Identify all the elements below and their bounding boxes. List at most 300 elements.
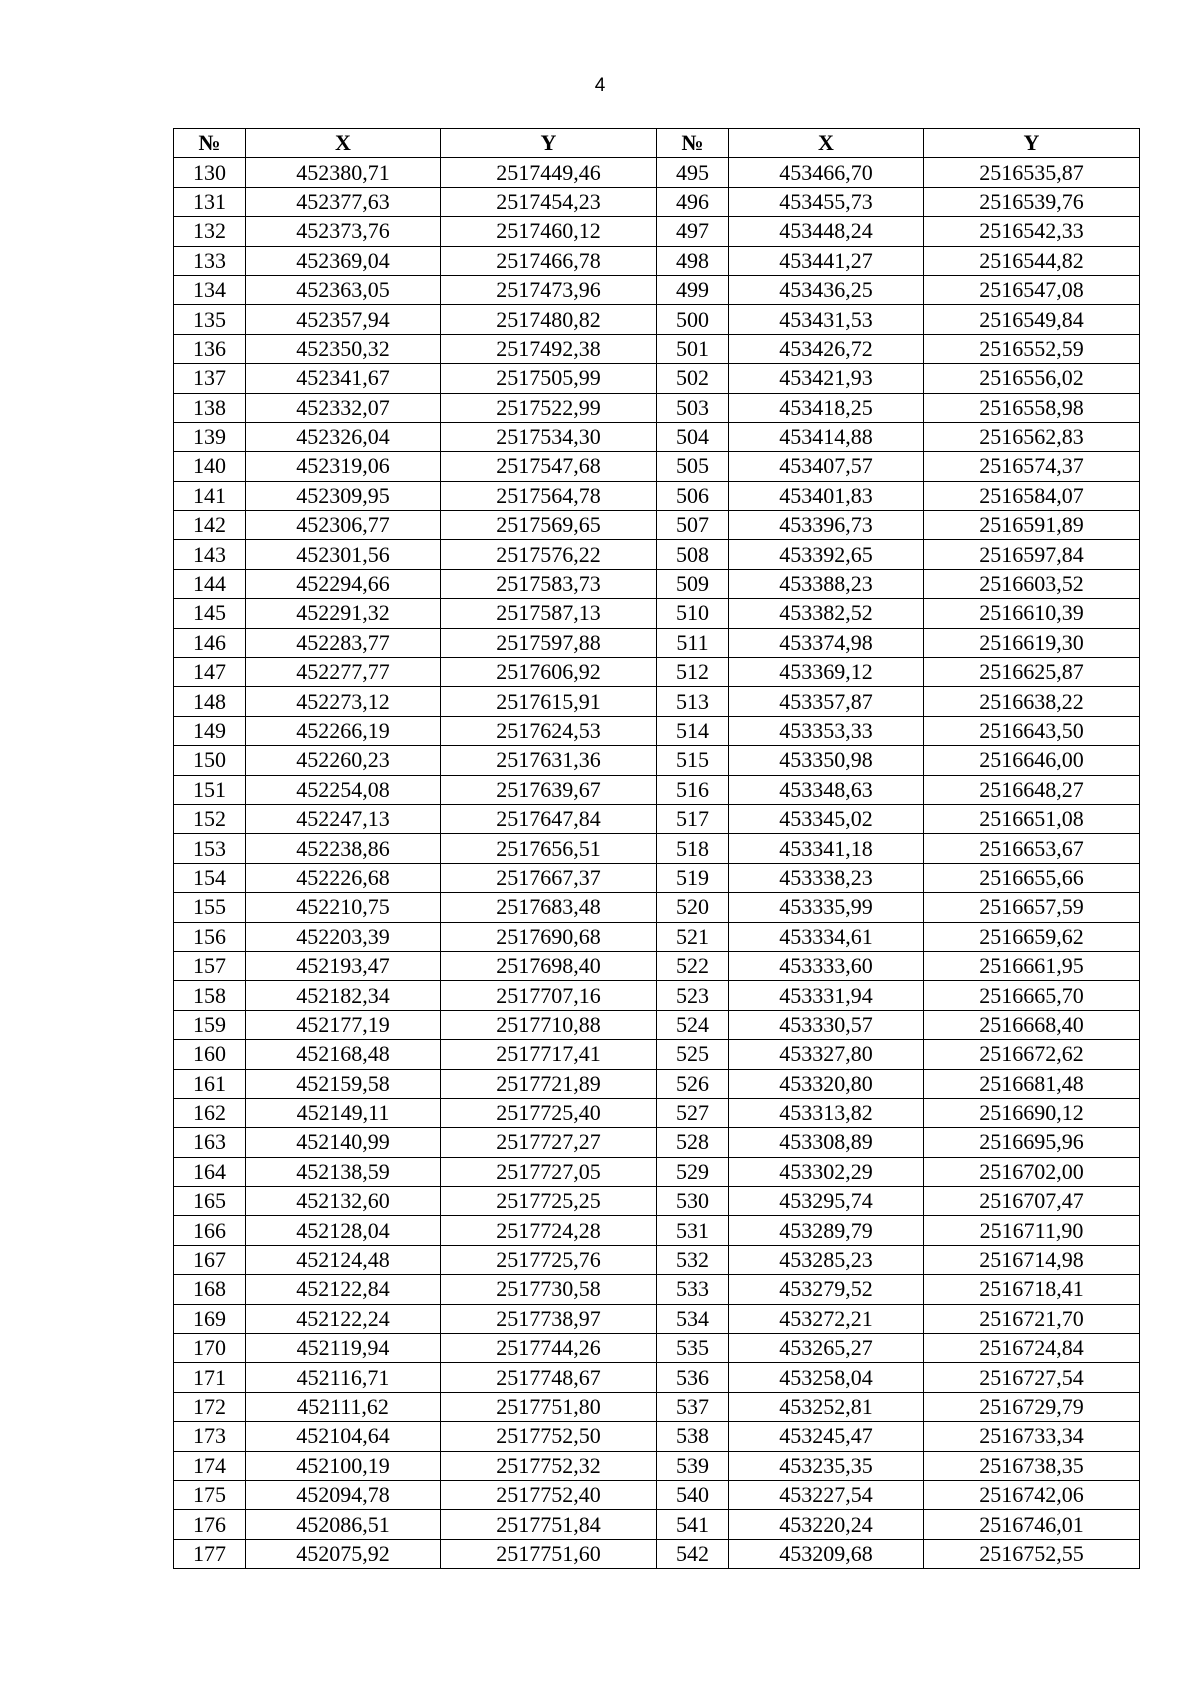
y-coordinate-right: 2516648,27 <box>924 775 1140 804</box>
y-coordinate-left: 2517730,58 <box>441 1275 657 1304</box>
point-number-left: 168 <box>174 1275 246 1304</box>
y-coordinate-left: 2517725,25 <box>441 1187 657 1216</box>
y-coordinate-right: 2516562,83 <box>924 422 1140 451</box>
table-row <box>174 187 1140 216</box>
x-coordinate-left: 452226,68 <box>246 863 441 892</box>
table-row <box>174 893 1140 922</box>
y-coordinate-right: 2516724,84 <box>924 1334 1140 1363</box>
y-coordinate-left: 2517683,48 <box>441 893 657 922</box>
y-coordinate-right: 2516591,89 <box>924 511 1140 540</box>
x-coordinate-right: 453320,80 <box>729 1069 924 1098</box>
point-number-left: 171 <box>174 1363 246 1392</box>
x-coordinate-right: 453341,18 <box>729 834 924 863</box>
point-number-right: 502 <box>657 364 729 393</box>
y-coordinate-right: 2516702,00 <box>924 1157 1140 1186</box>
point-number-right: 513 <box>657 687 729 716</box>
y-coordinate-left: 2517721,89 <box>441 1069 657 1098</box>
table-row <box>174 1510 1140 1539</box>
x-coordinate-left: 452122,84 <box>246 1275 441 1304</box>
x-coordinate-right: 453330,57 <box>729 1010 924 1039</box>
y-coordinate-left: 2517547,68 <box>441 452 657 481</box>
table-row <box>174 334 1140 363</box>
table-row <box>174 1128 1140 1157</box>
x-coordinate-right: 453431,53 <box>729 305 924 334</box>
y-coordinate-left: 2517707,16 <box>441 981 657 1010</box>
y-coordinate-left: 2517727,27 <box>441 1128 657 1157</box>
y-coordinate-right: 2516665,70 <box>924 981 1140 1010</box>
y-coordinate-right: 2516742,06 <box>924 1480 1140 1509</box>
point-number-left: 167 <box>174 1245 246 1274</box>
x-coordinate-right: 453374,98 <box>729 628 924 657</box>
point-number-left: 177 <box>174 1539 246 1568</box>
y-coordinate-left: 2517690,68 <box>441 922 657 951</box>
table-row <box>174 1422 1140 1451</box>
y-coordinate-left: 2517505,99 <box>441 364 657 393</box>
point-number-right: 541 <box>657 1510 729 1539</box>
point-number-right: 501 <box>657 334 729 363</box>
point-number-right: 537 <box>657 1392 729 1421</box>
table-row <box>174 364 1140 393</box>
point-number-left: 154 <box>174 863 246 892</box>
point-number-left: 163 <box>174 1128 246 1157</box>
y-coordinate-right: 2516558,98 <box>924 393 1140 422</box>
y-coordinate-left: 2517725,76 <box>441 1245 657 1274</box>
point-number-left: 145 <box>174 599 246 628</box>
table-row <box>174 658 1140 687</box>
y-coordinate-right: 2516643,50 <box>924 716 1140 745</box>
y-coordinate-left: 2517738,97 <box>441 1304 657 1333</box>
point-number-right: 527 <box>657 1098 729 1127</box>
x-coordinate-left: 452122,24 <box>246 1304 441 1333</box>
y-coordinate-left: 2517522,99 <box>441 393 657 422</box>
x-coordinate-right: 453265,27 <box>729 1334 924 1363</box>
y-coordinate-left: 2517710,88 <box>441 1010 657 1039</box>
y-coordinate-right: 2516544,82 <box>924 246 1140 275</box>
x-coordinate-left: 452247,13 <box>246 804 441 833</box>
y-coordinate-right: 2516597,84 <box>924 540 1140 569</box>
x-coordinate-right: 453401,83 <box>729 481 924 510</box>
table-row <box>174 746 1140 775</box>
y-coordinate-right: 2516738,35 <box>924 1451 1140 1480</box>
x-coordinate-right: 453392,65 <box>729 540 924 569</box>
table-header-row <box>174 129 1140 158</box>
y-coordinate-left: 2517576,22 <box>441 540 657 569</box>
x-coordinate-right: 453279,52 <box>729 1275 924 1304</box>
x-coordinate-right: 453350,98 <box>729 746 924 775</box>
page-number: 4 <box>594 75 606 96</box>
x-coordinate-left: 452210,75 <box>246 893 441 922</box>
point-number-left: 148 <box>174 687 246 716</box>
point-number-right: 532 <box>657 1245 729 1274</box>
y-coordinate-left: 2517698,40 <box>441 951 657 980</box>
coordinates-table <box>173 128 1140 1569</box>
x-coordinate-left: 452266,19 <box>246 716 441 745</box>
point-number-left: 132 <box>174 217 246 246</box>
point-number-right: 525 <box>657 1040 729 1069</box>
x-coordinate-right: 453331,94 <box>729 981 924 1010</box>
point-number-right: 503 <box>657 393 729 422</box>
y-coordinate-right: 2516584,07 <box>924 481 1140 510</box>
point-number-left: 157 <box>174 951 246 980</box>
x-coordinate-right: 453396,73 <box>729 511 924 540</box>
point-number-right: 499 <box>657 275 729 304</box>
y-coordinate-right: 2516653,67 <box>924 834 1140 863</box>
y-coordinate-right: 2516718,41 <box>924 1275 1140 1304</box>
point-number-right: 528 <box>657 1128 729 1157</box>
x-coordinate-right: 453313,82 <box>729 1098 924 1127</box>
y-coordinate-left: 2517724,28 <box>441 1216 657 1245</box>
point-number-left: 147 <box>174 658 246 687</box>
y-coordinate-left: 2517587,13 <box>441 599 657 628</box>
point-number-left: 174 <box>174 1451 246 1480</box>
point-number-right: 519 <box>657 863 729 892</box>
point-number-left: 136 <box>174 334 246 363</box>
point-number-right: 536 <box>657 1363 729 1392</box>
point-number-left: 151 <box>174 775 246 804</box>
x-coordinate-left: 452119,94 <box>246 1334 441 1363</box>
y-coordinate-right: 2516657,59 <box>924 893 1140 922</box>
point-number-left: 170 <box>174 1334 246 1363</box>
y-coordinate-left: 2517725,40 <box>441 1098 657 1127</box>
x-coordinate-right: 453245,47 <box>729 1422 924 1451</box>
y-coordinate-left: 2517748,67 <box>441 1363 657 1392</box>
table-row <box>174 1245 1140 1274</box>
y-coordinate-left: 2517752,32 <box>441 1451 657 1480</box>
table-row <box>174 452 1140 481</box>
point-number-left: 152 <box>174 804 246 833</box>
table-row <box>174 863 1140 892</box>
point-number-left: 155 <box>174 893 246 922</box>
y-coordinate-left: 2517449,46 <box>441 158 657 187</box>
y-coordinate-right: 2516733,34 <box>924 1422 1140 1451</box>
point-number-left: 139 <box>174 422 246 451</box>
y-coordinate-right: 2516695,96 <box>924 1128 1140 1157</box>
x-coordinate-right: 453252,81 <box>729 1392 924 1421</box>
x-coordinate-left: 452380,71 <box>246 158 441 187</box>
point-number-right: 508 <box>657 540 729 569</box>
y-coordinate-right: 2516535,87 <box>924 158 1140 187</box>
x-coordinate-left: 452357,94 <box>246 305 441 334</box>
x-coordinate-left: 452149,11 <box>246 1098 441 1127</box>
x-coordinate-right: 453235,35 <box>729 1451 924 1480</box>
x-coordinate-left: 452377,63 <box>246 187 441 216</box>
point-number-left: 166 <box>174 1216 246 1245</box>
point-number-right: 538 <box>657 1422 729 1451</box>
x-coordinate-left: 452341,67 <box>246 364 441 393</box>
point-number-right: 509 <box>657 569 729 598</box>
header-number-right: № <box>657 129 729 158</box>
table-row <box>174 393 1140 422</box>
point-number-right: 530 <box>657 1187 729 1216</box>
y-coordinate-left: 2517717,41 <box>441 1040 657 1069</box>
x-coordinate-left: 452301,56 <box>246 540 441 569</box>
point-number-right: 498 <box>657 246 729 275</box>
x-coordinate-left: 452124,48 <box>246 1245 441 1274</box>
point-number-right: 514 <box>657 716 729 745</box>
header-x-left: X <box>246 129 441 158</box>
point-number-left: 161 <box>174 1069 246 1098</box>
y-coordinate-right: 2516603,52 <box>924 569 1140 598</box>
point-number-right: 529 <box>657 1157 729 1186</box>
x-coordinate-left: 452273,12 <box>246 687 441 716</box>
point-number-left: 133 <box>174 246 246 275</box>
y-coordinate-left: 2517569,65 <box>441 511 657 540</box>
point-number-right: 521 <box>657 922 729 951</box>
x-coordinate-right: 453327,80 <box>729 1040 924 1069</box>
table-row <box>174 1157 1140 1186</box>
table-row <box>174 1304 1140 1333</box>
x-coordinate-left: 452319,06 <box>246 452 441 481</box>
point-number-left: 164 <box>174 1157 246 1186</box>
x-coordinate-right: 453441,27 <box>729 246 924 275</box>
y-coordinate-left: 2517667,37 <box>441 863 657 892</box>
x-coordinate-right: 453426,72 <box>729 334 924 363</box>
x-coordinate-left: 452254,08 <box>246 775 441 804</box>
y-coordinate-right: 2516714,98 <box>924 1245 1140 1274</box>
point-number-right: 505 <box>657 452 729 481</box>
x-coordinate-right: 453220,24 <box>729 1510 924 1539</box>
x-coordinate-right: 453334,61 <box>729 922 924 951</box>
point-number-left: 138 <box>174 393 246 422</box>
x-coordinate-right: 453466,70 <box>729 158 924 187</box>
point-number-right: 517 <box>657 804 729 833</box>
table-row <box>174 599 1140 628</box>
point-number-right: 495 <box>657 158 729 187</box>
y-coordinate-left: 2517744,26 <box>441 1334 657 1363</box>
y-coordinate-left: 2517727,05 <box>441 1157 657 1186</box>
header-number-left: № <box>174 129 246 158</box>
point-number-right: 500 <box>657 305 729 334</box>
y-coordinate-right: 2516721,70 <box>924 1304 1140 1333</box>
point-number-left: 137 <box>174 364 246 393</box>
x-coordinate-left: 452104,64 <box>246 1422 441 1451</box>
point-number-right: 531 <box>657 1216 729 1245</box>
x-coordinate-right: 453289,79 <box>729 1216 924 1245</box>
x-coordinate-right: 453302,29 <box>729 1157 924 1186</box>
y-coordinate-right: 2516655,66 <box>924 863 1140 892</box>
y-coordinate-right: 2516539,76 <box>924 187 1140 216</box>
y-coordinate-left: 2517583,73 <box>441 569 657 598</box>
x-coordinate-left: 452238,86 <box>246 834 441 863</box>
y-coordinate-left: 2517624,53 <box>441 716 657 745</box>
x-coordinate-right: 453418,25 <box>729 393 924 422</box>
table-row <box>174 834 1140 863</box>
point-number-left: 175 <box>174 1480 246 1509</box>
table-row <box>174 511 1140 540</box>
x-coordinate-right: 453272,21 <box>729 1304 924 1333</box>
point-number-left: 156 <box>174 922 246 951</box>
point-number-right: 510 <box>657 599 729 628</box>
y-coordinate-left: 2517751,84 <box>441 1510 657 1539</box>
point-number-left: 165 <box>174 1187 246 1216</box>
table-row <box>174 1275 1140 1304</box>
y-coordinate-right: 2516646,00 <box>924 746 1140 775</box>
point-number-right: 539 <box>657 1451 729 1480</box>
point-number-right: 507 <box>657 511 729 540</box>
point-number-left: 143 <box>174 540 246 569</box>
header-y-left: Y <box>441 129 657 158</box>
x-coordinate-left: 452193,47 <box>246 951 441 980</box>
x-coordinate-left: 452100,19 <box>246 1451 441 1480</box>
x-coordinate-left: 452168,48 <box>246 1040 441 1069</box>
point-number-right: 496 <box>657 187 729 216</box>
x-coordinate-left: 452177,19 <box>246 1010 441 1039</box>
x-coordinate-right: 453369,12 <box>729 658 924 687</box>
point-number-left: 162 <box>174 1098 246 1127</box>
point-number-right: 522 <box>657 951 729 980</box>
header-y-right: Y <box>924 129 1140 158</box>
table-row <box>174 246 1140 275</box>
table-row <box>174 1451 1140 1480</box>
x-coordinate-left: 452182,34 <box>246 981 441 1010</box>
x-coordinate-left: 452140,99 <box>246 1128 441 1157</box>
x-coordinate-right: 453335,99 <box>729 893 924 922</box>
x-coordinate-right: 453258,04 <box>729 1363 924 1392</box>
point-number-right: 516 <box>657 775 729 804</box>
y-coordinate-right: 2516659,62 <box>924 922 1140 951</box>
point-number-right: 523 <box>657 981 729 1010</box>
point-number-right: 524 <box>657 1010 729 1039</box>
point-number-left: 135 <box>174 305 246 334</box>
table-row <box>174 687 1140 716</box>
x-coordinate-right: 453414,88 <box>729 422 924 451</box>
x-coordinate-left: 452116,71 <box>246 1363 441 1392</box>
x-coordinate-left: 452132,60 <box>246 1187 441 1216</box>
x-coordinate-left: 452128,04 <box>246 1216 441 1245</box>
x-coordinate-left: 452309,95 <box>246 481 441 510</box>
point-number-right: 506 <box>657 481 729 510</box>
table-row <box>174 422 1140 451</box>
point-number-left: 141 <box>174 481 246 510</box>
y-coordinate-left: 2517615,91 <box>441 687 657 716</box>
x-coordinate-left: 452326,04 <box>246 422 441 451</box>
point-number-left: 153 <box>174 834 246 863</box>
y-coordinate-left: 2517656,51 <box>441 834 657 863</box>
x-coordinate-left: 452075,92 <box>246 1539 441 1568</box>
x-coordinate-right: 453333,60 <box>729 951 924 980</box>
y-coordinate-left: 2517480,82 <box>441 305 657 334</box>
point-number-left: 169 <box>174 1304 246 1333</box>
x-coordinate-right: 453421,93 <box>729 364 924 393</box>
y-coordinate-left: 2517597,88 <box>441 628 657 657</box>
x-coordinate-left: 452159,58 <box>246 1069 441 1098</box>
y-coordinate-right: 2516661,95 <box>924 951 1140 980</box>
table-row <box>174 1392 1140 1421</box>
point-number-right: 520 <box>657 893 729 922</box>
table-row <box>174 775 1140 804</box>
y-coordinate-right: 2516542,33 <box>924 217 1140 246</box>
x-coordinate-left: 452350,32 <box>246 334 441 363</box>
point-number-right: 526 <box>657 1069 729 1098</box>
table-row <box>174 1216 1140 1245</box>
x-coordinate-left: 452291,32 <box>246 599 441 628</box>
x-coordinate-right: 453338,23 <box>729 863 924 892</box>
x-coordinate-left: 452094,78 <box>246 1480 441 1509</box>
point-number-right: 518 <box>657 834 729 863</box>
x-coordinate-right: 453308,89 <box>729 1128 924 1157</box>
x-coordinate-left: 452369,04 <box>246 246 441 275</box>
y-coordinate-left: 2517751,60 <box>441 1539 657 1568</box>
x-coordinate-right: 453436,25 <box>729 275 924 304</box>
table-row <box>174 1363 1140 1392</box>
point-number-right: 512 <box>657 658 729 687</box>
y-coordinate-left: 2517631,36 <box>441 746 657 775</box>
y-coordinate-right: 2516672,62 <box>924 1040 1140 1069</box>
y-coordinate-right: 2516727,54 <box>924 1363 1140 1392</box>
point-number-left: 159 <box>174 1010 246 1039</box>
y-coordinate-right: 2516549,84 <box>924 305 1140 334</box>
x-coordinate-left: 452363,05 <box>246 275 441 304</box>
point-number-left: 158 <box>174 981 246 1010</box>
y-coordinate-left: 2517466,78 <box>441 246 657 275</box>
table-row <box>174 1098 1140 1127</box>
point-number-left: 140 <box>174 452 246 481</box>
x-coordinate-left: 452373,76 <box>246 217 441 246</box>
y-coordinate-left: 2517564,78 <box>441 481 657 510</box>
point-number-left: 130 <box>174 158 246 187</box>
point-number-left: 134 <box>174 275 246 304</box>
y-coordinate-right: 2516711,90 <box>924 1216 1140 1245</box>
table-row <box>174 1480 1140 1509</box>
y-coordinate-right: 2516681,48 <box>924 1069 1140 1098</box>
table-row <box>174 1010 1140 1039</box>
y-coordinate-right: 2516638,22 <box>924 687 1140 716</box>
y-coordinate-left: 2517752,40 <box>441 1480 657 1509</box>
x-coordinate-right: 453295,74 <box>729 1187 924 1216</box>
point-number-right: 504 <box>657 422 729 451</box>
point-number-left: 173 <box>174 1422 246 1451</box>
y-coordinate-left: 2517751,80 <box>441 1392 657 1421</box>
y-coordinate-right: 2516746,01 <box>924 1510 1140 1539</box>
y-coordinate-left: 2517534,30 <box>441 422 657 451</box>
table-row <box>174 275 1140 304</box>
y-coordinate-right: 2516556,02 <box>924 364 1140 393</box>
x-coordinate-right: 453455,73 <box>729 187 924 216</box>
point-number-left: 160 <box>174 1040 246 1069</box>
y-coordinate-left: 2517473,96 <box>441 275 657 304</box>
point-number-left: 150 <box>174 746 246 775</box>
table-row <box>174 540 1140 569</box>
x-coordinate-left: 452203,39 <box>246 922 441 951</box>
table-row <box>174 569 1140 598</box>
point-number-left: 149 <box>174 716 246 745</box>
x-coordinate-right: 453227,54 <box>729 1480 924 1509</box>
x-coordinate-right: 453285,23 <box>729 1245 924 1274</box>
y-coordinate-right: 2516707,47 <box>924 1187 1140 1216</box>
table-row <box>174 217 1140 246</box>
x-coordinate-right: 453209,68 <box>729 1539 924 1568</box>
table-row <box>174 1069 1140 1098</box>
y-coordinate-right: 2516610,39 <box>924 599 1140 628</box>
table-row <box>174 716 1140 745</box>
point-number-left: 144 <box>174 569 246 598</box>
point-number-right: 515 <box>657 746 729 775</box>
y-coordinate-right: 2516625,87 <box>924 658 1140 687</box>
y-coordinate-left: 2517639,67 <box>441 775 657 804</box>
point-number-right: 534 <box>657 1304 729 1333</box>
table-row <box>174 951 1140 980</box>
y-coordinate-right: 2516752,55 <box>924 1539 1140 1568</box>
y-coordinate-left: 2517647,84 <box>441 804 657 833</box>
x-coordinate-right: 453357,87 <box>729 687 924 716</box>
y-coordinate-left: 2517606,92 <box>441 658 657 687</box>
table-row <box>174 1334 1140 1363</box>
x-coordinate-left: 452086,51 <box>246 1510 441 1539</box>
y-coordinate-left: 2517454,23 <box>441 187 657 216</box>
x-coordinate-left: 452294,66 <box>246 569 441 598</box>
table-row <box>174 481 1140 510</box>
y-coordinate-left: 2517752,50 <box>441 1422 657 1451</box>
